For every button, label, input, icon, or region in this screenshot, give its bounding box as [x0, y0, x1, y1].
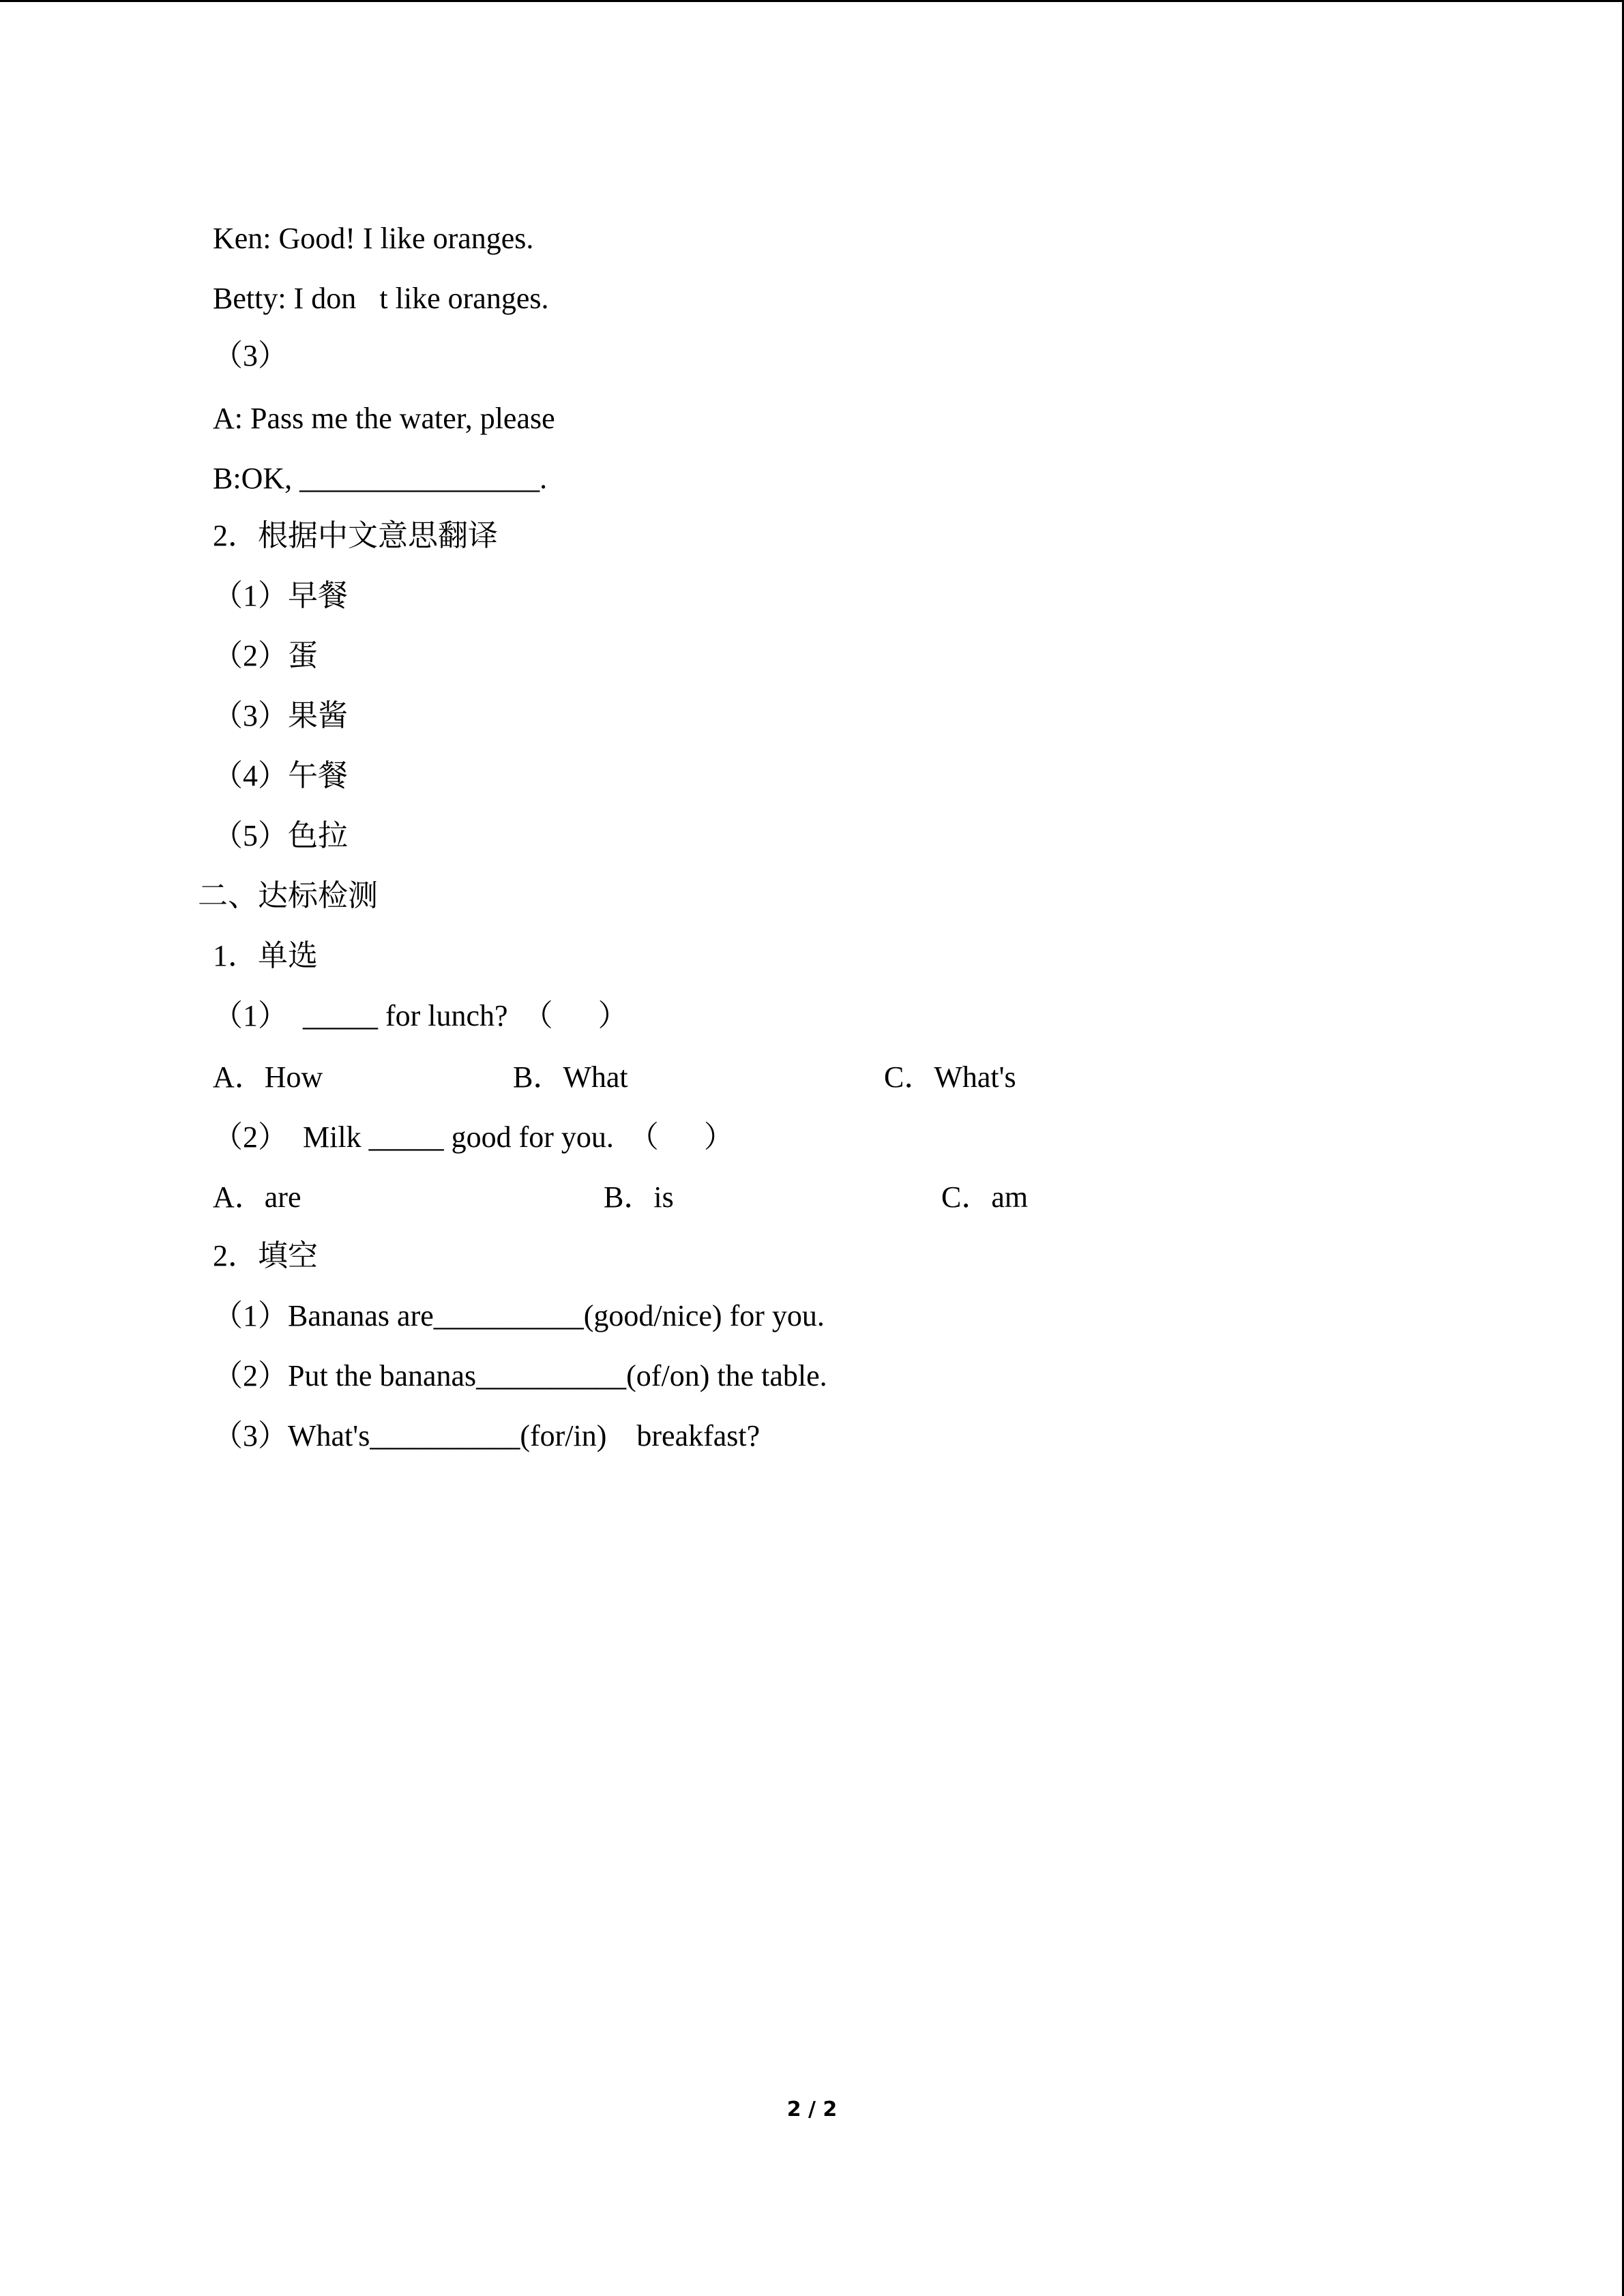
- translate-item: （1）早餐: [213, 579, 348, 612]
- dialogue-line: （3）: [213, 339, 288, 372]
- dialogue-line: B:OK, ________________.: [213, 462, 548, 495]
- fill-item: （1）Bananas are__________(good/nice) for you.: [213, 1299, 825, 1332]
- question-stem: （1） _____ for lunch? （ ）: [213, 999, 628, 1032]
- fill-item: （3）What's__________(for/in) breakfast?: [213, 1419, 761, 1452]
- translate-item: （2）蛋: [213, 639, 318, 672]
- fill-item: （2）Put the bananas__________(of/on) the table.: [213, 1359, 827, 1392]
- answer-option: A．are: [213, 1180, 301, 1214]
- translate-item: （3）果酱: [213, 699, 348, 732]
- dialogue-line: A: Pass me the water, please: [213, 402, 555, 435]
- translate-item: （5）色拉: [213, 819, 348, 852]
- page-number: 2 / 2: [786, 2098, 838, 2121]
- section-heading: 2．填空: [213, 1239, 318, 1272]
- answer-option: B．What: [513, 1060, 628, 1094]
- translate-item: （4）午餐: [213, 759, 348, 792]
- dialogue-line: Ken: Good! I like oranges.: [213, 222, 534, 255]
- page-top-border: [0, 0, 1624, 2]
- answer-option: C．am: [941, 1180, 1029, 1214]
- answer-option: B．is: [604, 1180, 674, 1214]
- answer-option: A．How: [213, 1060, 323, 1094]
- dialogue-line: Betty: I don t like oranges.: [213, 282, 549, 315]
- answer-option: C．What's: [884, 1060, 1016, 1094]
- section-heading: 2．根据中文意思翻译: [213, 519, 498, 552]
- part-heading: 二、达标检测: [198, 879, 378, 912]
- section-heading: 1．单选: [213, 939, 318, 972]
- question-stem: （2） Milk _____ good for you. （ ）: [213, 1120, 734, 1154]
